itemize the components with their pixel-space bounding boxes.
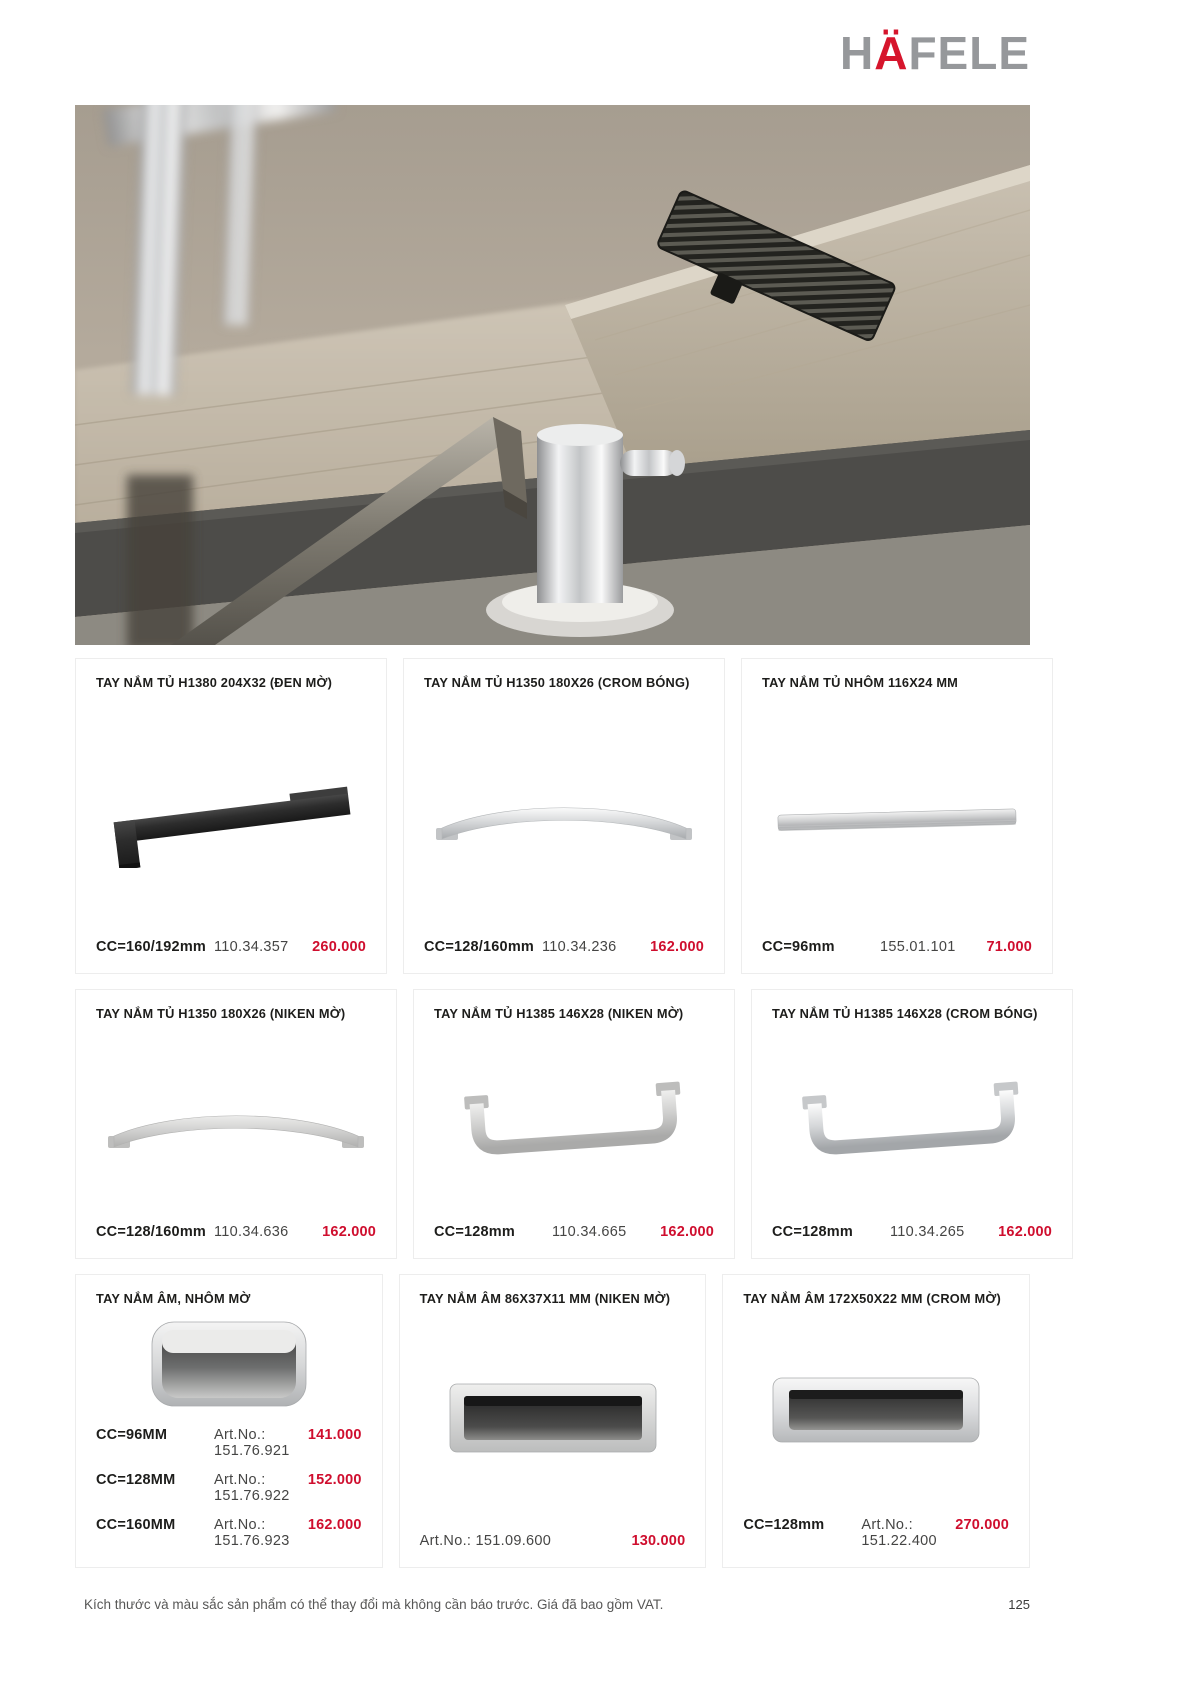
page-number: 125 [1008,1597,1030,1612]
product-card-flush-86x37 [399,1274,707,1568]
spec-rows [762,939,1032,955]
product-grid [75,658,1052,1583]
spec-row [743,1517,1009,1549]
product-image [96,1306,362,1423]
logo-letter-a-umlaut: Ä [874,27,909,79]
spec-art-number: 155.01.101 [880,939,956,955]
hafele-logo [839,27,1030,79]
d-handle-nickel-icon [434,1071,714,1171]
grid-row-1 [75,658,1030,974]
spec-price: 162.000 [650,939,704,955]
spec-price: 162.000 [322,1224,376,1240]
product-title: TAY NẮM ÂM 172X50X22 MM (CROM MỜ) [743,1291,1001,1306]
spec-price: 152.000 [307,1472,362,1488]
spec-cc: CC=128/160mm [424,939,535,955]
logo-letters-fele: FELE [908,27,1030,79]
d-handle-chrome-icon [772,1071,1052,1171]
spec-row [96,1224,376,1240]
spec-rows [434,1224,714,1240]
spec-cc: CC=128/160mm [96,1224,207,1240]
spec-price: 71.000 [986,939,1032,955]
spec-cc: CC=96mm [762,939,835,955]
spec-price: 270.000 [955,1517,1010,1533]
product-card-h1350-nickel [75,989,397,1259]
spec-art-number: Art.No.: 151.22.400 [861,1517,937,1549]
spec-art-number: Art.No.: 151.76.922 [214,1472,290,1504]
page-footer [84,1597,1030,1612]
spec-art-number: 110.34.236 [542,939,617,955]
spec-rows [96,1427,362,1549]
bar-handle-black-matte-icon [96,758,366,868]
spec-art-number: 110.34.265 [890,1224,965,1240]
spec-cc: CC=128mm [772,1224,853,1240]
product-title: TAY NẮM TỦ H1385 146X28 (CROM BÓNG) [772,1006,1038,1021]
spec-rows [743,1517,1009,1549]
hero-image [75,105,1030,645]
product-card-h1380 [75,658,387,974]
logo-letter-h: H [839,27,875,79]
product-image [743,1306,1009,1513]
footer-note: Kích thước và màu sắc sản phẩm có thể thay đổi mà không cần báo trước. Giá đã bao gồm VAT. [84,1597,664,1612]
product-image [424,690,704,935]
product-image [420,1306,686,1529]
grid-row-2 [75,989,1052,1259]
spec-art-number: 110.34.357 [214,939,289,955]
product-card-h1385-nickel [413,989,735,1259]
product-card-flush-capsule [75,1274,383,1568]
spec-art-number: Art.No.: 151.09.600 [419,1533,552,1549]
spec-row [424,939,704,955]
spec-row [96,1427,362,1459]
hero-photo-illustration [75,105,1030,645]
product-title: TAY NẮM TỦ H1380 204X32 (ĐEN MỜ) [96,675,333,690]
product-title: TAY NẮM TỦ H1385 146X28 (NIKEN MỜ) [434,1006,684,1021]
product-image [96,1021,376,1220]
spec-row [772,1224,1052,1240]
spec-cc: CC=128mm [743,1517,825,1533]
flush-handle-rect-chrome-icon [751,1362,1001,1457]
spec-art-number: 110.34.636 [214,1224,289,1240]
product-image [434,1021,714,1220]
spec-art-number: Art.No.: 151.76.921 [214,1427,290,1459]
spec-rows [420,1533,686,1549]
spec-price: 162.000 [998,1224,1052,1240]
flush-handle-rect-nickel-icon [438,1370,668,1465]
spec-cc: CC=128mm [434,1224,515,1240]
bar-handle-aluminum-icon [762,768,1032,858]
spec-rows [96,939,366,955]
spec-cc: CC=96MM [96,1427,168,1443]
product-image [96,690,366,935]
spec-rows [772,1224,1052,1240]
spec-row [434,1224,714,1240]
product-image [762,690,1032,935]
bow-handle-chrome-icon [424,768,704,858]
spec-cc: CC=160/192mm [96,939,207,955]
product-title: TAY NẮM ÂM 86X37X11 MM (NIKEN MỜ) [419,1291,671,1306]
bow-handle-nickel-icon [96,1076,376,1166]
product-image [772,1021,1052,1220]
spec-row [96,1517,362,1549]
spec-rows [96,1224,376,1240]
spec-price: 130.000 [631,1533,686,1549]
spec-row [420,1533,686,1549]
spec-row [96,939,366,955]
product-title: TAY NẮM ÂM, NHÔM MỜ [96,1291,251,1306]
product-card-h1350-chrome [403,658,725,974]
product-title: TAY NẮM TỦ NHÔM 116X24 MM [762,675,959,690]
spec-row [762,939,1032,955]
spec-art-number: 110.34.665 [552,1224,627,1240]
spec-cc: CC=128MM [96,1472,176,1488]
grid-row-3 [75,1274,1030,1568]
product-title: TAY NẮM TỦ H1350 180X26 (NIKEN MỜ) [96,1006,346,1021]
spec-price: 141.000 [307,1427,362,1443]
spec-price: 260.000 [312,939,366,955]
spec-cc: CC=160MM [96,1517,176,1533]
spec-price: 162.000 [307,1517,362,1533]
spec-price: 162.000 [660,1224,714,1240]
product-card-h1385-chrome [751,989,1073,1259]
product-title: TAY NẮM TỦ H1350 180X26 (CROM BÓNG) [424,675,690,690]
spec-art-number: Art.No.: 151.76.923 [214,1517,290,1549]
product-card-flush-172x50 [722,1274,1030,1568]
product-card-nhom-116x24 [741,658,1053,974]
spec-rows [424,939,704,955]
spec-row [96,1472,362,1504]
flush-handle-capsule-icon [144,1317,314,1412]
